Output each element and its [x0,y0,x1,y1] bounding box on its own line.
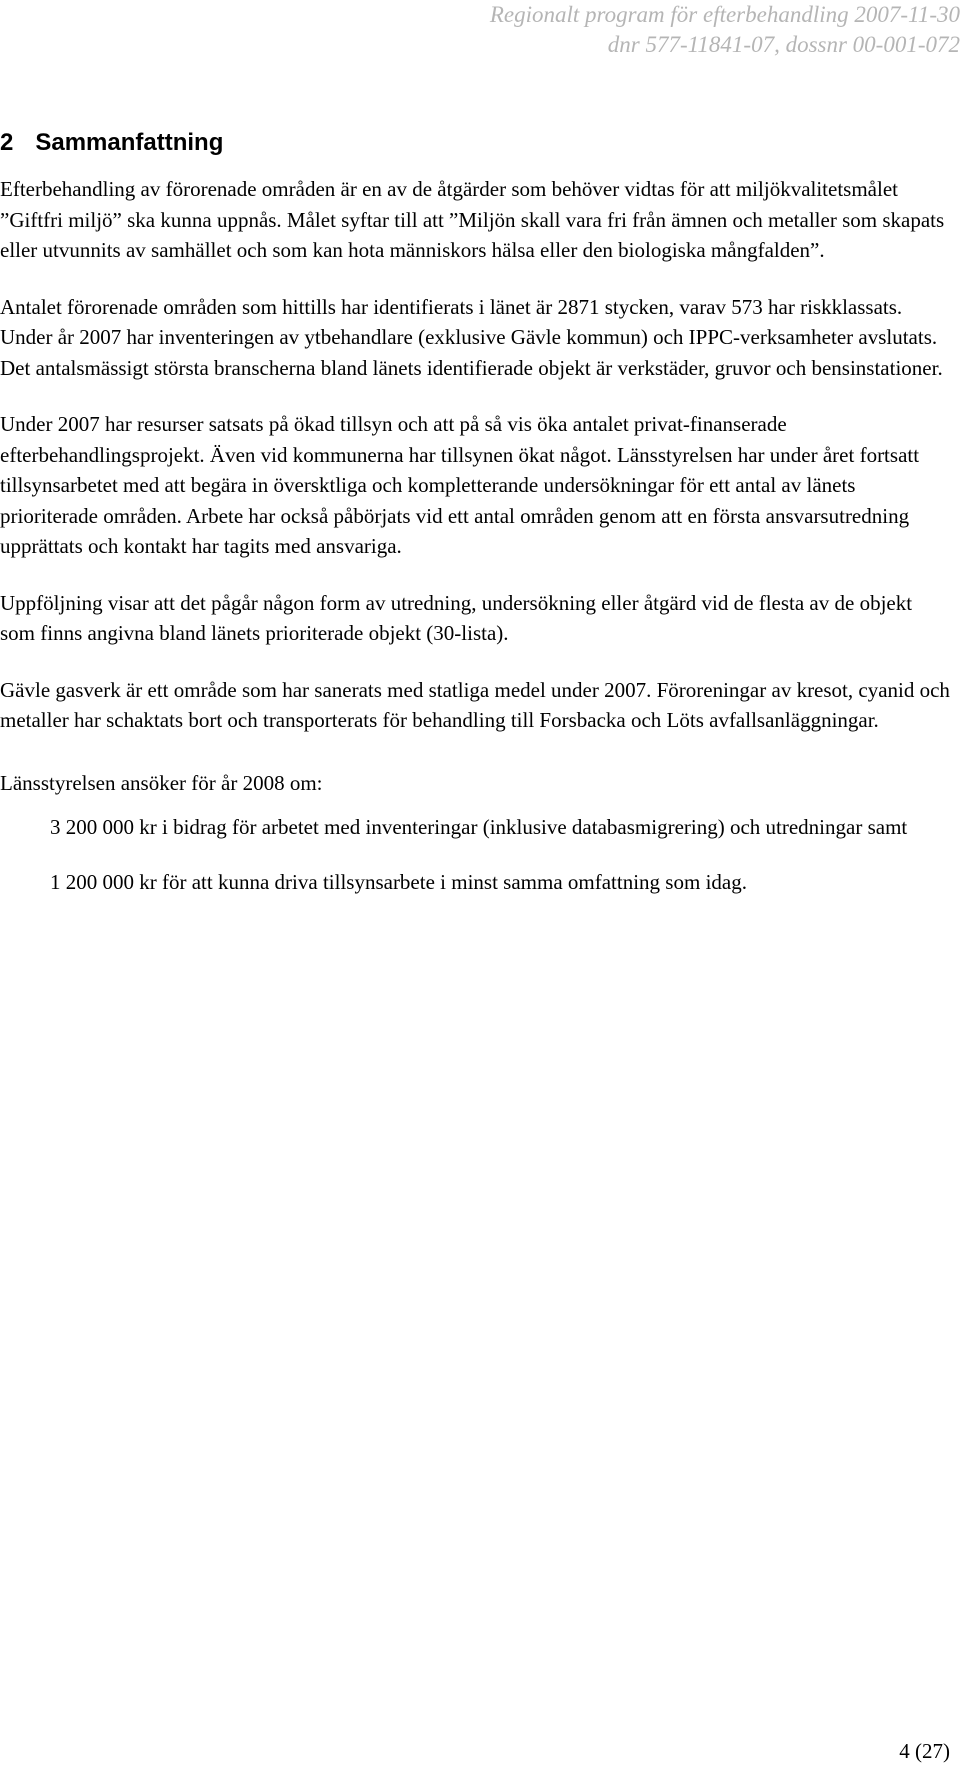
application-intro: Länsstyrelsen ansöker för år 2008 om: [0,770,323,795]
header-reference-line: dnr 577-11841-07, dossnr 00-001-072 [607,32,960,57]
paragraph-gasworks: Gävle gasverk är ett område som har sanerats med statliga medel under 2007. Föroreningar av kresot, cyanid och metaller har schaktats bort och transporterats för behandling till Forsbacka och Löts avfallsanläggningar. [0,677,950,732]
header-title-line: Regionalt program för efterbehandling 2007-11-30 [489,2,960,27]
body-text [0,174,950,921]
running-header [440,0,960,60]
paragraph-follow-up: Uppföljning visar att det pågår någon form av utredning, undersökning eller åtgärd vid de flesta av de objekt som finns angivna bland länets prioriterade objekt (30-lista). [0,590,913,645]
paragraph-supervision: Under 2007 har resurser satsats på ökad tillsyn och att på så vis öka antalet privat-finanserade efterbehandlingsprojekt. Även vid kommunerna har tillsynen ökat något. Länsstyrelsen har under året fortsatt tillsynsarbetet med att begära in översktliga och kompletterande undersökningar för ett antal av länets prioriterade områden. Arbete har också påbörjats vid ett antal områden genom att en första ansvarsutredning upprättats och kontakt har tagits med ansvariga. [0,412,920,558]
application-item-inventory: 3 200 000 kr i bidrag för arbetet med inventeringar (inklusive databasmigrering) och utredningar samt [50,815,908,839]
paragraph-intro: Efterbehandling av förorenade områden är en av de åtgärder som behöver vidtas för att miljökvalitetsmålet ”Giftfri miljö” ska kunna uppnås. Målet syftar till att ”Miljön skall vara fri från ämnen och metaller som skapats eller utvunnits av samhället och som kan hota människors hälsa eller den biologiska mångfalden”. [0,177,945,262]
paragraph-contaminated-areas: Antalet förorenade områden som hittills har identifierats i länet är 2871 stycken, varav 573 har riskklassats. Under år 2007 har inventeringen av ytbehandlare (exklusive Gävle kommun) och IPPC-verksamheter avslutats. Det antalsmässigt största branscherna bland länets identifierade objekt är verkstäder, gruvor och bensinstationer. [0,294,943,380]
page-number: 4 (27) [899,1739,950,1763]
section-title: Sammanfattning [35,129,224,156]
section-heading [0,128,223,158]
application-item-supervision: 1 200 000 kr för att kunna driva tillsynsarbete i minst samma omfattning som idag. [50,869,747,894]
section-number: 2 [0,129,14,156]
